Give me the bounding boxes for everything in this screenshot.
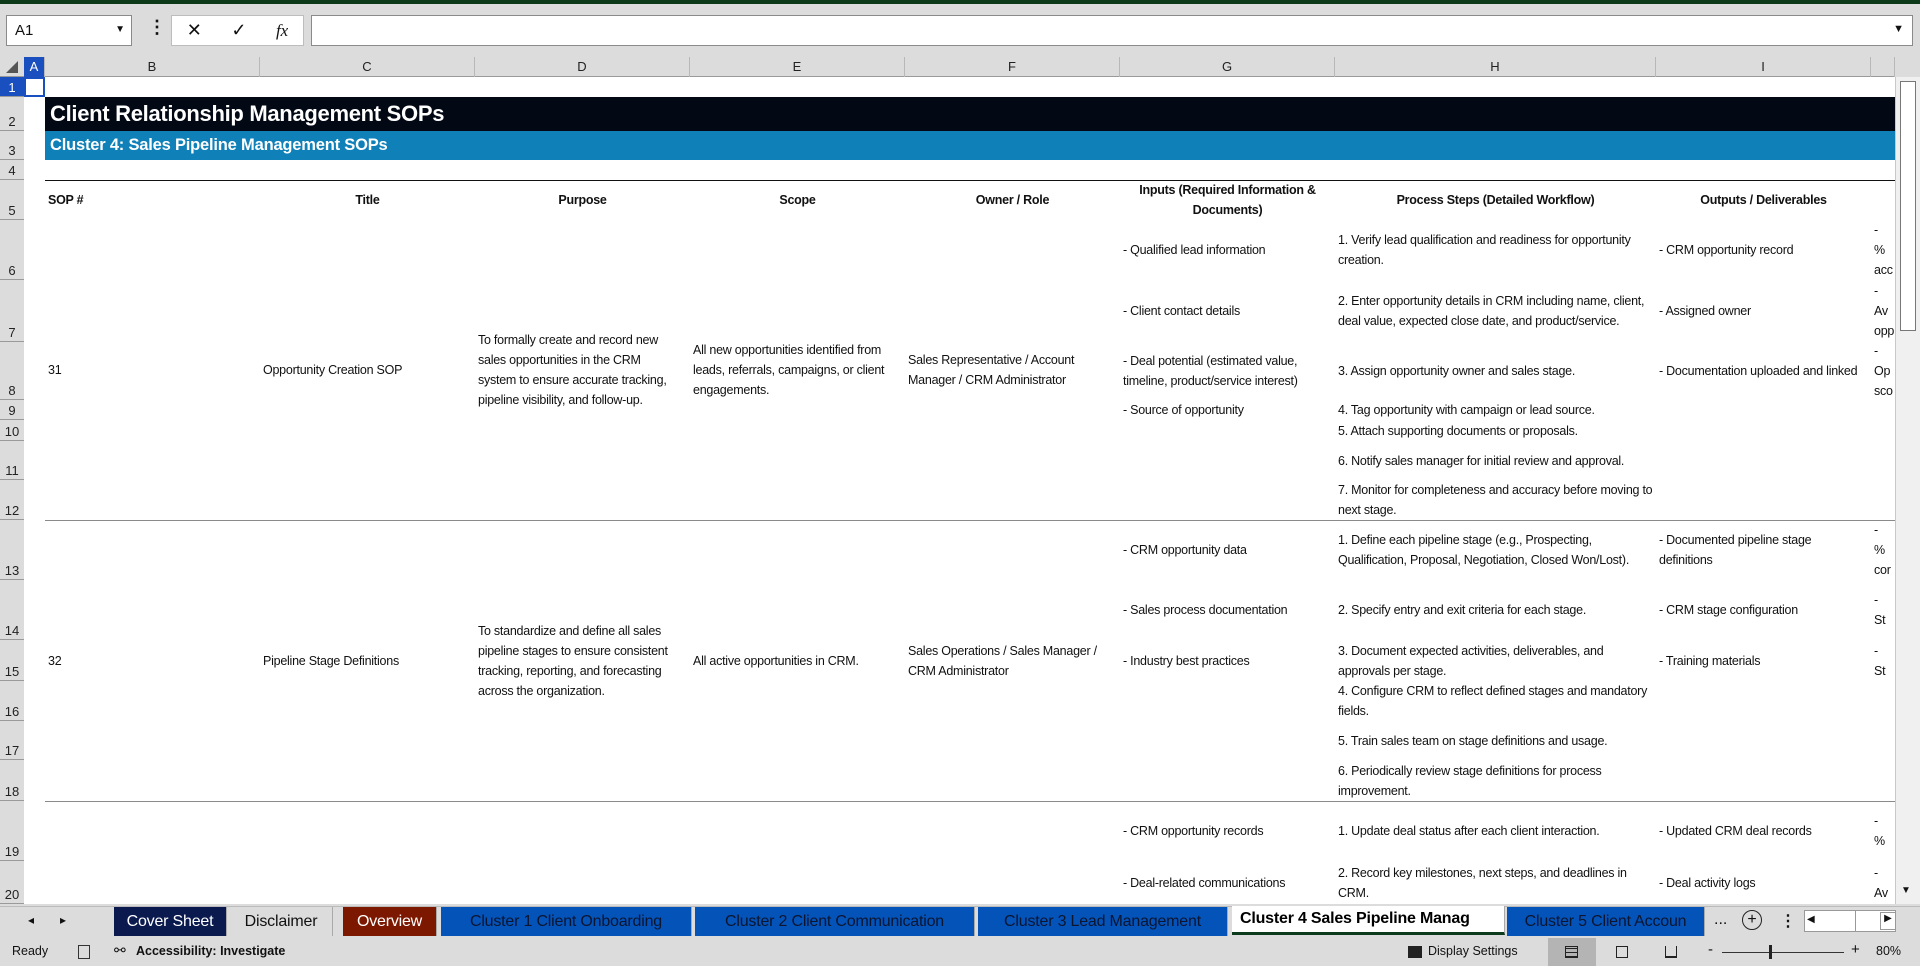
grid-icon <box>1565 946 1578 958</box>
zoom-level[interactable]: 80% <box>1876 944 1902 958</box>
row-header-9[interactable]: 9 <box>0 400 24 420</box>
input-item: - Deal potential (estimated value, timeline, product/service interest) <box>1123 354 1298 388</box>
more-options-icon[interactable]: ⋮ <box>1780 913 1796 930</box>
column-header-e[interactable]: E <box>690 57 905 77</box>
title-bar-strip <box>0 0 1920 4</box>
output-item: - Updated CRM deal records <box>1659 824 1812 838</box>
row-header-12[interactable]: 12 <box>0 480 24 520</box>
row-header-2[interactable]: 2 <box>0 97 24 131</box>
column-heading-sop: SOP # <box>48 193 84 207</box>
column-heading-inputs: Inputs (Required Information & Documents) <box>1139 183 1316 217</box>
accessibility-icon[interactable]: ⚯ <box>114 942 126 958</box>
sop-purpose: To formally create and record new sales opportunities in the CRM system to ensure accurate tracking, pipeline visibility, and follow-up. <box>478 333 667 407</box>
output-item: - CRM stage configuration <box>1659 603 1798 617</box>
input-item: - CRM opportunity data <box>1123 543 1247 557</box>
add-sheet-icon[interactable]: + <box>1742 910 1762 930</box>
sheet-title: Client Relationship Management SOPs <box>45 97 1895 131</box>
more-tabs-button[interactable]: ... <box>1714 911 1728 928</box>
input-item: - Qualified lead information <box>1123 243 1266 257</box>
vertical-scrollbar[interactable] <box>1895 77 1920 904</box>
column-headers <box>0 57 1895 77</box>
sop-scope: All active opportunities in CRM. <box>693 653 859 668</box>
input-item: - Industry best practices <box>1123 653 1250 668</box>
row-header-4[interactable]: 4 <box>0 160 24 180</box>
input-item: - Sales process documentation <box>1123 603 1288 617</box>
row-headers <box>0 77 24 904</box>
sop-owner: Sales Operations / Sales Manager / CRM Administrator <box>908 643 1097 678</box>
scroll-left-icon[interactable]: ◀ <box>1807 914 1815 925</box>
output-item: - CRM opportunity record <box>1659 243 1794 257</box>
sop-number: 32 <box>48 653 62 668</box>
zoom-in-button[interactable]: + <box>1851 941 1860 958</box>
macro-record-icon[interactable] <box>78 945 90 959</box>
column-header-b[interactable]: B <box>45 57 260 77</box>
row-header-18[interactable]: 18 <box>0 760 24 801</box>
cancel-icon[interactable]: ✕ <box>186 20 202 40</box>
input-item: - Client contact details <box>1123 304 1240 318</box>
row-header-14[interactable]: 14 <box>0 580 24 640</box>
column-header-d[interactable]: D <box>475 57 690 77</box>
status-bar <box>0 938 1920 966</box>
display-settings-button[interactable]: Display Settings <box>1428 944 1518 958</box>
row-header-17[interactable]: 17 <box>0 721 24 760</box>
sheet-tab-5[interactable]: Cluster 3 Lead Management <box>978 907 1228 936</box>
row-divider <box>45 180 1895 181</box>
column-heading-steps: Process Steps (Detailed Workflow) <box>1396 193 1595 207</box>
sheet-tab-6[interactable]: Cluster 4 Sales Pipeline Manag <box>1232 906 1505 935</box>
sop-number: 31 <box>48 363 62 377</box>
worksheet-grid[interactable] <box>24 77 1895 904</box>
row-header-3[interactable]: 3 <box>0 131 24 160</box>
sop-scope: All new opportunities identified from leads, referrals, campaigns, or client engagements. <box>693 343 885 397</box>
column-header-partial[interactable] <box>1871 57 1895 77</box>
column-heading-outputs: Outputs / Deliverables <box>1700 193 1827 207</box>
truncated-cell: - Op sco <box>1874 344 1893 398</box>
sheet-tab-4[interactable]: Cluster 2 Client Communication <box>695 907 975 936</box>
row-header-5[interactable]: 5 <box>0 180 24 220</box>
truncated-cell: - % acc <box>1874 223 1893 277</box>
insert-function-icon[interactable]: fx <box>275 20 289 40</box>
zoom-slider-thumb[interactable] <box>1769 945 1772 959</box>
formula-buttons <box>171 15 304 46</box>
select-all-button[interactable] <box>6 61 18 73</box>
sheet-tab-bar <box>0 906 1920 936</box>
expand-formula-bar-icon[interactable]: ▼ <box>1893 23 1904 35</box>
row-header-6[interactable]: 6 <box>0 220 24 280</box>
process-step: 3. Document expected activities, deliverables, and approvals per stage. <box>1338 643 1604 678</box>
row-header-10[interactable]: 10 <box>0 420 24 441</box>
process-step: 4. Tag opportunity with campaign or lead source. <box>1338 403 1595 417</box>
process-step: 2. Specify entry and exit criteria for each stage. <box>1338 603 1587 617</box>
page-break-view-icon[interactable] <box>1665 946 1677 958</box>
sop-purpose <box>475 801 690 904</box>
column-header-a[interactable]: A <box>24 57 45 77</box>
column-header-g[interactable]: G <box>1120 57 1335 77</box>
process-step: 7. Monitor for completeness and accuracy before moving to next stage. <box>1338 483 1653 517</box>
zoom-slider[interactable] <box>1722 952 1844 953</box>
process-step: 1. Define each pipeline stage (e.g., Prospecting, Qualification, Proposal, Negotiation, Closed Won/Lost). <box>1338 533 1630 567</box>
row-divider <box>45 801 1895 802</box>
column-header-c[interactable]: C <box>260 57 475 77</box>
status-ready: Ready <box>12 944 49 958</box>
sheet-tab-2[interactable]: Overview <box>343 907 437 936</box>
display-settings-icon[interactable] <box>1408 946 1422 958</box>
truncated-cell: - Av opp <box>1874 284 1895 338</box>
sop-owner: Sales Representative / Account Manager / CRM Administrator <box>908 353 1075 387</box>
process-step: 6. Periodically review stage definitions for process improvement. <box>1338 763 1602 798</box>
output-item: - Assigned owner <box>1659 304 1751 318</box>
row-header-11[interactable]: 11 <box>0 441 24 480</box>
row-header-1[interactable]: 1 <box>0 77 24 97</box>
input-item: - CRM opportunity records <box>1123 824 1264 838</box>
sheet-tab-3[interactable]: Cluster 1 Client Onboarding <box>441 907 692 936</box>
sop-title: Pipeline Stage Definitions <box>263 653 399 668</box>
column-header-f[interactable]: F <box>905 57 1120 77</box>
output-item: - Deal activity logs <box>1659 875 1756 890</box>
process-step: 2. Record key milestones, next steps, and deadlines in CRM. <box>1338 865 1627 900</box>
accessibility-status[interactable]: Accessibility: Investigate <box>136 944 286 958</box>
sop-title: Opportunity Creation SOP <box>263 363 403 377</box>
column-header-h[interactable]: H <box>1335 57 1656 77</box>
column-header-i[interactable]: I <box>1656 57 1871 77</box>
formula-input[interactable] <box>311 15 1913 46</box>
truncated-cell: - Av <box>1874 865 1888 900</box>
process-step: 1. Update deal status after each client interaction. <box>1338 824 1600 838</box>
truncated-cell: - % cor <box>1874 523 1891 577</box>
enter-icon[interactable]: ✓ <box>231 20 247 40</box>
sheet-tab-0[interactable]: Cover Sheet <box>114 907 227 936</box>
column-heading-owner: Owner / Role <box>975 193 1050 207</box>
normal-view-button[interactable] <box>1548 938 1596 966</box>
process-step: 2. Enter opportunity details in CRM including name, client, deal value, expected close date, and product/service. <box>1338 294 1645 328</box>
sheet-tab-1[interactable]: Disclaimer <box>230 907 333 936</box>
scrollbar-thumb[interactable] <box>1855 911 1856 931</box>
scrollbar-thumb[interactable] <box>1900 81 1916 331</box>
active-cell-a1[interactable] <box>24 77 45 97</box>
truncated-cell: - St <box>1874 593 1886 627</box>
more-options-icon[interactable]: ⋮ <box>148 17 166 37</box>
sheet-tab-7[interactable]: Cluster 5 Client Accoun <box>1507 907 1705 936</box>
tab-scroll-left-icon[interactable]: ◂ <box>28 913 35 927</box>
input-item: - Deal-related communications <box>1123 875 1286 890</box>
row-divider <box>45 520 1895 521</box>
row-header-7[interactable]: 7 <box>0 280 24 342</box>
sop-purpose: To standardize and define all sales pipeline stages to ensure consistent tracking, reporting, and forecasting across the organization. <box>478 623 668 698</box>
row-header-19[interactable]: 19 <box>0 801 24 861</box>
row-header-13[interactable]: 13 <box>0 520 24 580</box>
row-header-15[interactable]: 15 <box>0 640 24 681</box>
scroll-down-icon[interactable]: ▼ <box>1901 885 1911 896</box>
output-item: - Training materials <box>1659 653 1761 668</box>
row-header-16[interactable]: 16 <box>0 681 24 721</box>
name-box[interactable] <box>6 15 132 46</box>
scroll-right-icon[interactable]: ▶ <box>1880 912 1896 930</box>
output-item: - Documentation uploaded and linked <box>1659 364 1858 378</box>
process-step: 1. Verify lead qualification and readiness for opportunity creation. <box>1338 233 1631 267</box>
column-heading-purpose: Purpose <box>558 193 607 207</box>
sheet-subtitle: Cluster 4: Sales Pipeline Management SOPs <box>45 131 1895 160</box>
process-step: 5. Attach supporting documents or proposals. <box>1338 423 1578 438</box>
truncated-cell: - % <box>1874 814 1885 848</box>
process-step: 4. Configure CRM to reflect defined stages and mandatory fields. <box>1338 684 1648 718</box>
name-box-value: A1 <box>15 22 34 39</box>
chevron-down-icon[interactable]: ▼ <box>115 24 125 35</box>
zoom-out-button[interactable]: - <box>1708 941 1713 958</box>
output-item: - Documented pipeline stage definitions <box>1659 533 1812 567</box>
page-layout-view-icon[interactable] <box>1616 946 1628 958</box>
process-step: 6. Notify sales manager for initial review and approval. <box>1338 453 1625 468</box>
process-step: 3. Assign opportunity owner and sales stage. <box>1338 364 1576 378</box>
truncated-cell: - St <box>1874 643 1886 678</box>
column-heading-scope: Scope <box>779 193 816 207</box>
row-header-20[interactable]: 20 <box>0 861 24 904</box>
tab-scroll-right-icon[interactable]: ▸ <box>60 913 67 927</box>
column-heading-title: Title <box>355 193 380 207</box>
process-step: 5. Train sales team on stage definitions and usage. <box>1338 733 1608 748</box>
input-item: - Source of opportunity <box>1123 403 1244 417</box>
row-header-8[interactable]: 8 <box>0 342 24 400</box>
